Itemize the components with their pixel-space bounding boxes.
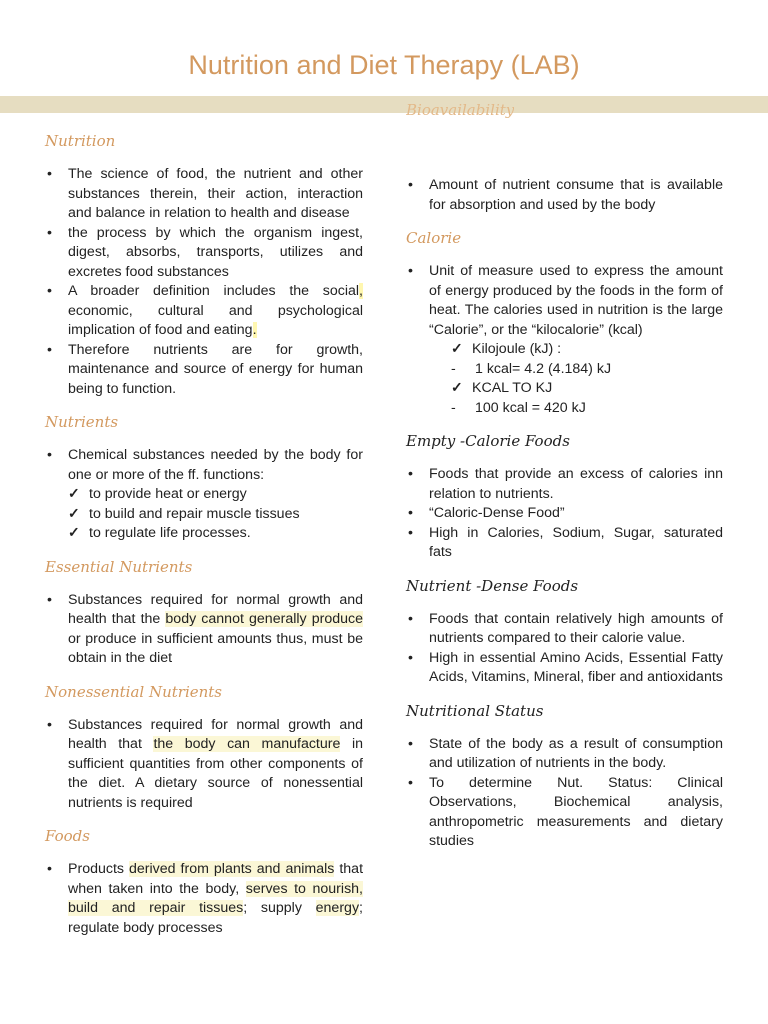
heading-nutritional-status: Nutritional Status — [406, 701, 544, 720]
highlight: serves to nourish, build and repair tissues — [68, 880, 363, 916]
text: economic, cultural and psychological implication of food and eating — [68, 302, 363, 338]
nutrition-bullet-4: • Therefore nutrients are for growth, maintenance and source of energy for human being to function. — [45, 341, 363, 400]
heading-calorie: Calorie — [406, 229, 462, 247]
calorie-bullet-1: • Unit of measure used to express the amount of energy produced by the foods in the form of heat. The calories used in nutrition is the large “Calorie”, or the “kilocalorie” (kcal) — [406, 262, 723, 340]
text: Substances required for normal growth and health that — [68, 716, 363, 752]
heading-empty-calorie-foods: Empty -Calorie Foods — [406, 432, 570, 450]
nutrition-bullet-1: • The science of food, the nutrient and other substances therein, their action, interaction and balance in relation to health and disease — [45, 165, 363, 224]
nutrients-check-3: ✓ to regulate life processes. — [68, 524, 363, 544]
highlight: the body can manufacture — [153, 736, 341, 752]
text: Products — [68, 861, 129, 877]
nutritional-status-bullet-1: • State of the body as a result of consumption and utilization of nutrients in the body. — [406, 735, 723, 774]
foods-list — [45, 860, 363, 938]
text: ; regulate body processes — [68, 900, 363, 936]
nutrients-list — [45, 446, 363, 485]
page-title: Nutrition and Diet Therapy (LAB) — [188, 50, 580, 80]
nutritional-status-bullet-2: • To determine Nut. Status: Clinical Observations, Biochemical analysis, anthropometric measurements and dietary studies — [406, 774, 723, 852]
nutrient-dense-list — [406, 610, 723, 688]
right-column — [406, 130, 723, 852]
essential-bullet-1 — [45, 591, 363, 669]
bioavailability-bullet-1: • Amount of nutrient consume that is available for absorption and used by the body — [406, 176, 723, 215]
empty-calorie-bullet-2: • “Caloric-Dense Food” — [406, 504, 723, 524]
heading-essential-nutrients: Essential Nutrients — [45, 557, 193, 576]
empty-calorie-bullet-3: • High in Calories, Sodium, Sugar, saturated fats — [406, 524, 723, 563]
calorie-dash-2: - 100 kcal = 420 kJ — [451, 399, 723, 419]
heading-nonessential-nutrients: Nonessential Nutrients — [45, 682, 223, 701]
text: Substances required for normal growth and health that the — [68, 591, 363, 627]
nutrition-bullet-2: • the process by which the organism ingest, digest, absorbs, transports, utilizes and excretes food substances — [45, 224, 363, 283]
empty-calorie-list — [406, 465, 723, 563]
calorie-list — [406, 262, 723, 340]
empty-calorie-bullet-1: • Foods that provide an excess of calories inn relation to nutrients. — [406, 465, 723, 504]
text: ; supply — [243, 900, 316, 916]
highlight: , — [359, 283, 363, 299]
cut-off-heading-bioavailability: Bioavailability — [406, 103, 515, 119]
left-column — [45, 130, 363, 938]
heading-nutrients: Nutrients — [45, 413, 119, 431]
text: A broader definition includes the social — [68, 283, 360, 299]
heading-nutrient-dense-foods: Nutrient -Dense Foods — [406, 576, 579, 595]
nutrient-dense-bullet-1: • Foods that contain relatively high amounts of nutrients compared to their calorie value. — [406, 610, 723, 649]
essential-list — [45, 591, 363, 669]
highlight: body cannot generally produce — [165, 611, 363, 627]
heading-foods: Foods — [45, 827, 90, 845]
nutrition-bullet-3 — [45, 282, 363, 341]
nutrients-check-1: ✓ to provide heat or energy — [68, 485, 363, 505]
calorie-check-2: ✓ KCAL TO KJ — [451, 379, 723, 399]
nutritional-status-list — [406, 735, 723, 852]
calorie-check-1: ✓ Kilojoule (kJ) : — [451, 340, 723, 360]
bioavailability-list — [406, 176, 723, 215]
nutrient-dense-bullet-2: • High in essential Amino Acids, Essential Fatty Acids, Vitamins, Mineral, fiber and antioxidants — [406, 649, 723, 688]
nonessential-bullet-1 — [45, 716, 363, 814]
highlight: energy — [315, 900, 360, 916]
nonessential-list — [45, 716, 363, 814]
nutrients-bullet-1: • Chemical substances needed by the body for one or more of the ff. functions: — [45, 446, 363, 485]
nutrients-check-2: ✓ to build and repair muscle tissues — [68, 505, 363, 525]
calorie-dash-1: - 1 kcal= 4.2 (4.184) kJ — [451, 360, 723, 380]
highlight: . — [252, 322, 257, 338]
highlight: derived from plants and animals — [129, 861, 335, 877]
text: in sufficient quantities from other components of the diet. A dietary source of nonessential nutrients is required — [68, 736, 363, 811]
heading-nutrition: Nutrition — [45, 132, 116, 150]
header-band — [0, 96, 768, 113]
text: that when taken into the body, — [68, 861, 364, 897]
text: or produce in sufficient amounts thus, must be obtain in the diet — [68, 630, 363, 666]
nutrition-list — [45, 165, 363, 399]
foods-bullet-1 — [45, 860, 363, 938]
